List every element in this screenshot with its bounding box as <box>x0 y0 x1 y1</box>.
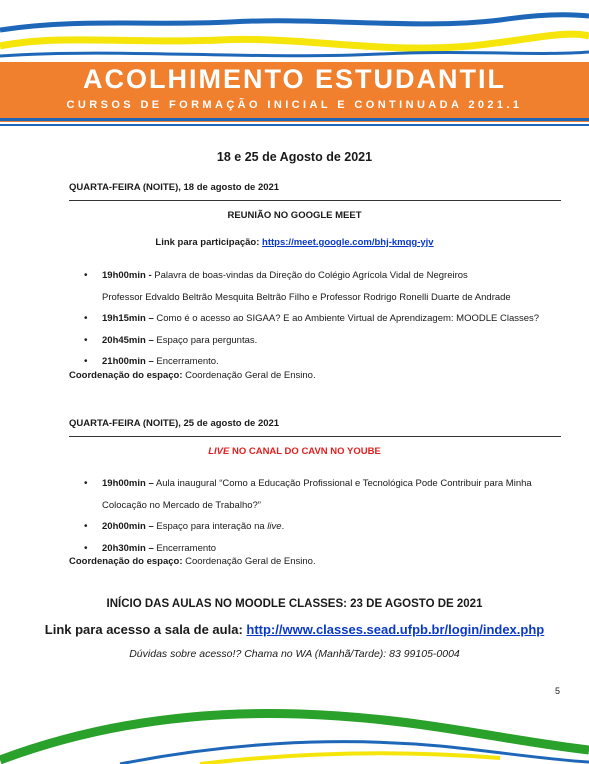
agenda-text: Encerramento. <box>153 356 219 367</box>
agenda-italic-text: live <box>267 521 282 532</box>
header-divider-bar-thin <box>0 124 589 126</box>
agenda-text: Aula inaugural “Como a Educação Profissional e Tecnológica Pode Contribuir para Minha <box>153 478 532 489</box>
agenda-item <box>82 330 562 352</box>
agenda-item <box>82 516 562 538</box>
agenda-time: 21h00min – <box>102 356 154 367</box>
google-meet-link[interactable]: https://meet.google.com/bhj-kmqg-yjv <box>262 237 434 248</box>
session2-divider <box>69 436 561 437</box>
session2-live-title <box>0 446 589 457</box>
footer-waves-decoration <box>0 690 589 764</box>
agenda-text: Como é o acesso ao SIGAA? E ao Ambiente Virtual de Aprendizagem: MOODLE Classes? <box>153 313 540 324</box>
agenda-text: Espaço para perguntas. <box>153 334 258 346</box>
session1-divider <box>69 200 561 201</box>
live-channel-text: NO CANAL DO CAVN NO YOUBE <box>229 446 381 457</box>
coordination-text: Coordenação Geral de Ensino. <box>182 556 316 567</box>
session1-meeting-title: REUNIÃO NO GOOGLE MEET <box>227 210 362 221</box>
session1-coordination <box>69 370 316 381</box>
live-word: LIVE <box>208 446 230 457</box>
agenda-time: 19h00min – <box>102 478 154 489</box>
agenda-time: 20h45min – <box>102 334 154 346</box>
session1-link-line <box>0 237 589 248</box>
classroom-access-label: Link para acesso a sala de aula: <box>44 622 247 637</box>
agenda-time: 20h30min – <box>102 542 154 554</box>
coordination-text: Coordenação Geral de Ensino. <box>182 370 316 381</box>
support-contact-note: Dúvidas sobre acesso!? Chama no WA (Manhã/Tarde): 83 99105-0004 <box>129 648 460 660</box>
agenda-item <box>82 308 562 330</box>
page-number: 5 <box>555 686 561 696</box>
session2-day-title: QUARTA-FEIRA (NOITE), 25 de agosto de 2021 <box>69 418 280 429</box>
coordination-label: Coordenação do espaço: <box>69 556 183 567</box>
agenda-text: Encerramento <box>153 542 217 554</box>
agenda-item <box>82 473 562 495</box>
session1-agenda-list <box>82 265 562 373</box>
agenda-time: 19h15min – <box>102 313 154 324</box>
agenda-continuation: Professor Edvaldo Beltrão Mesquita Beltrão Filho e Professor Rodrigo Ronelli Duarte de Andrade <box>102 291 511 303</box>
session1-day-title: QUARTA-FEIRA (NOITE), 18 de agosto de 2021 <box>69 182 280 193</box>
session1-link-label: Link para participação: <box>155 237 263 248</box>
dates-heading: 18 e 25 de Agosto de 2021 <box>216 150 373 164</box>
agenda-time: 20h00min – <box>102 521 154 532</box>
agenda-text-end: . <box>281 521 285 532</box>
banner-subtitle: CURSOS DE FORMAÇÃO INICIAL E CONTINUADA 2021.1 <box>66 99 523 111</box>
agenda-text: Palavra de boas-vindas da Direção do Colégio Agrícola Vidal de Negreiros <box>151 270 468 281</box>
agenda-text: Espaço para interação na <box>153 521 268 532</box>
coordination-label: Coordenação do espaço: <box>69 370 183 381</box>
classes-start-notice: INÍCIO DAS AULAS NO MOODLE CLASSES: 23 DE AGOSTO DE 2021 <box>106 598 483 610</box>
banner-title: ACOLHIMENTO ESTUDANTIL <box>83 64 506 94</box>
agenda-item <box>82 265 562 287</box>
agenda-time: 19h00min - <box>102 270 152 281</box>
classroom-access-line <box>0 622 589 637</box>
header-divider-bar <box>0 118 589 121</box>
session2-coordination <box>69 556 316 567</box>
header-waves-decoration <box>0 0 589 70</box>
agenda-continuation: Colocação no Mercado de Trabalho?” <box>102 499 261 511</box>
session2-agenda-list <box>82 473 562 559</box>
classroom-access-link[interactable]: http://www.classes.sead.ufpb.br/login/index.php <box>246 622 545 637</box>
